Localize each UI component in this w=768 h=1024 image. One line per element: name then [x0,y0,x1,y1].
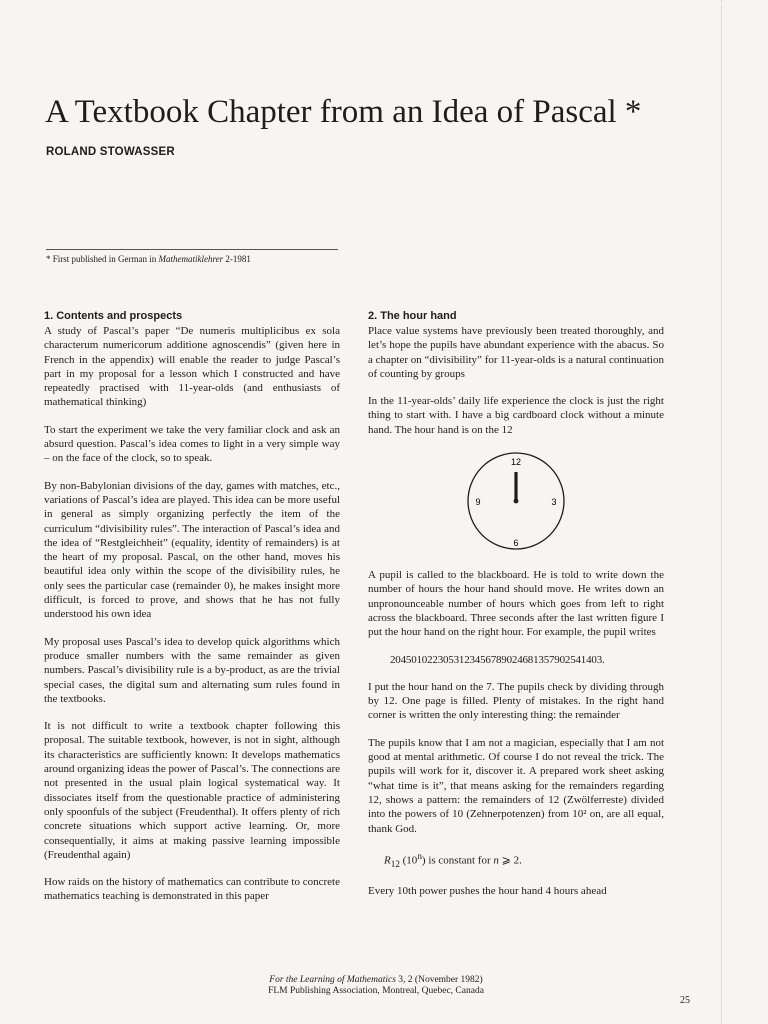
formula-close: ) [421,854,426,867]
paragraph: A pupil is called to the blackboard. He is told to write down the number of hours the hour hand should move. He writes down an unpronounceable number of hours which goes from left to right across the blackboard. Three seconds after the last written figure I put the hour hand on the right hour. For example, the pupil writes [368,569,664,639]
formula [384,849,664,871]
author-name: ROLAND STOWASSER [46,146,175,158]
formula-arg: (10 [399,854,418,867]
section-heading-contents: 1. Contents and prospects [44,310,183,322]
big-number: 2045010223053123456789024681357902541403. [390,653,605,666]
footnote-prefix: * First published in German in [46,254,159,264]
footnote-rule [46,249,338,250]
paragraph: The pupils know that I am not a magician, especially that I am not good at mental arithmetic. Of course I do not reveal the trick. The pupils will work for it, discover it. A prepared work sheet asking “what time is it”, that means asking for the remainders regarding 12, shows a pattern: the remainders of 12 (Zwölferreste) divided into the powers of 10 (Zehnerpotenzen) from 10² on, are all equal, thank God. [368,736,664,835]
paragraph: To start the experiment we take the very familiar clock and ask an absurd question. Pascal’s idea comes to light in a very simple way – on the face of the clock, so to speak. [44,423,340,465]
paragraph: I put the hour hand on the 7. The pupils check by dividing through by 12. One page is filled. Plenty of mistakes. In the right hand corner is written the only interesting thing: the remainder [368,680,664,722]
footer-issue: 3, 2 (November 1982) [395,975,483,985]
clock-label-12: 12 [510,457,522,468]
paragraph: It is not difficult to write a textbook chapter following this proposal. The suitable textbook, however, is not in sight, although its characteristics are sufficiently known: It develops mathematics around organizing ideas the power of Pascal’s. The connections are not presented in the usual plain logical systematical way. It dissociates itself from the questionable practice of administering only spoonfuls of the subject (Freudenthal). It offers plenty of rich concrete situations which support active learning. Or, more consequentially, it aims at making passive learning impossible (Freudenthal again) [44,720,340,861]
page-number: 25 [680,995,690,1006]
footnote [46,254,346,265]
paragraph: By non-Babylonian divisions of the day, games with matches, etc., variations of Pascal’s idea are played. This idea can be more useful in general as simply organizing perfectly the item of the curriculum “divisibility rules”. The interaction of Pascal’s idea and the idea of “Restgleichheit” (equality, identity of remainders) is at the heart of my proposal. Pascal, on the other hand, moves his beautiful idea only within the scope of the divisibility rules, he only sees the particular case (remainder 0), he makes insight more difficult, is forced to prove, and shows that he has not fully understood his own idea [44,479,340,621]
page-edge [721,0,722,1024]
article-title: A Textbook Chapter from an Idea of Pascal * [45,94,642,130]
formula-variable: n [493,854,499,867]
formula-exponent: n [417,850,422,861]
section-heading-hour-hand: 2. The hour hand [368,310,457,322]
right-column [368,309,664,911]
clock-label-6: 6 [513,538,519,549]
clock-center [514,499,519,504]
page-footer [226,975,526,997]
paragraph: Place value systems have previously been treated thoroughly, and let’s hope the pupils have abundant experience with the abacus. So a chapter on “divisibility” for 11-year-olds is a natural continuation of counting by groups [368,325,664,380]
clock-figure [466,450,566,552]
formula-condition: ⩾ 2. [498,854,522,867]
footer-journal: For the Learning of Mathematics [269,975,396,985]
paragraph: My proposal uses Pascal’s idea to develop quick algorithms which produce smaller numbers with the same remainder as given numbers. Pascal’s divisibility rule is a by-product, as are the trivial special cases, the digital sum and alternating sum rules found in the textbooks. [44,635,340,705]
paragraph: How raids on the history of mathematics can contribute to concrete mathematics teaching is demonstrated in this paper [44,876,340,903]
clock-label-3: 3 [551,497,557,508]
clock-face [466,450,566,552]
paragraph: A study of Pascal’s paper “De numeris multiplicibus ex sola characterum numericorum additione agnoscendis” (given here in French in the appendix) will enable the reader to judge Pascal’s part in my proposal for a lesson which I constructed and have repeatedly practised with 11-year-olds (and enthusiasts of mathematical thinking) [44,325,340,409]
footer-publisher: FLM Publishing Association, Montreal, Quebec, Canada [268,986,484,996]
clock-label-9: 9 [475,497,481,508]
paragraph: In the 11-year-olds’ daily life experience the clock is just the right thing to start with. I have a big cardboard clock without a minute hand. The hour hand is on the 12 [368,395,664,436]
footnote-suffix: 2-1981 [223,254,251,264]
left-column [44,309,340,917]
paragraph: Every 10th power pushes the hour hand 4 hours ahead [368,884,607,897]
formula-subscript: 12 [390,858,400,869]
formula-text: is constant for [425,854,494,867]
footnote-journal: Mathematiklehrer [158,254,224,264]
formula-symbol: R [384,854,391,867]
